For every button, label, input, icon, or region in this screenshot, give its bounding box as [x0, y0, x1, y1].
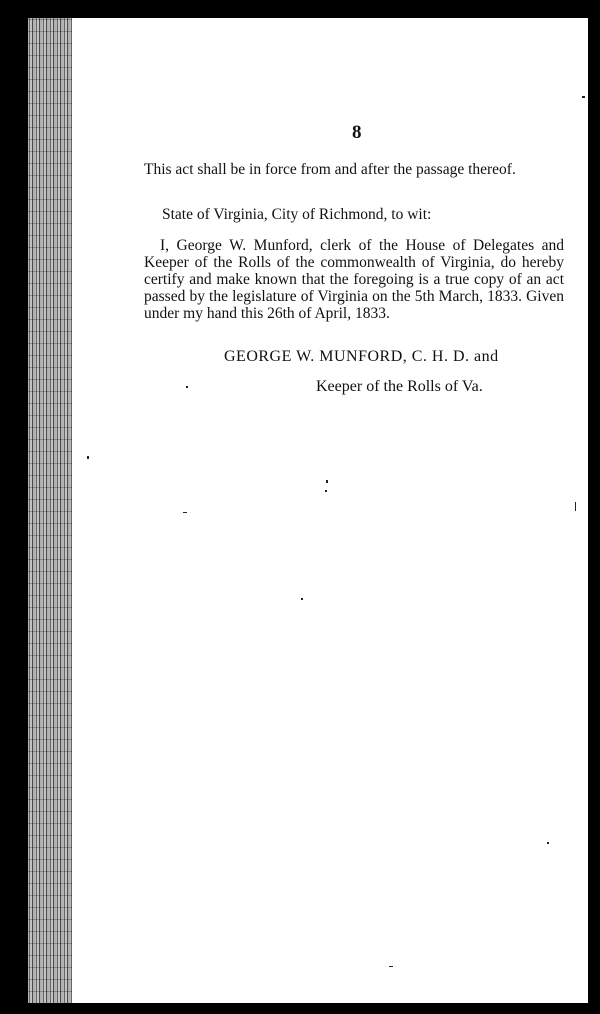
- certification-paragraph: I, George W. Munford, clerk of the House of Delegates and Keeper of the Rolls of the commonwealth of Virginia, do hereby certify and make known that the foregoing is a true copy of an act passed by the legislature of Virginia on the 5th March, 1833. Given under my hand this 26th of April, 1833.: [144, 237, 564, 322]
- print-speck: [183, 512, 187, 513]
- venue-paragraph: State of Virginia, City of Richmond, to wit:: [162, 206, 432, 223]
- signature-title-line: Keeper of the Rolls of Va.: [316, 378, 483, 395]
- signature-name-line: GEORGE W. MUNFORD, C. H. D. and: [224, 348, 499, 365]
- print-speck: [301, 598, 303, 600]
- page-number: 8: [352, 122, 362, 143]
- print-speck: [325, 490, 327, 492]
- print-speck: [547, 842, 549, 844]
- print-speck: [186, 386, 188, 388]
- act-paragraph: This act shall be in force from and after the passage thereof.: [144, 161, 516, 178]
- print-speck: [582, 96, 585, 98]
- print-speck: [87, 456, 89, 459]
- book-binding-edge: [28, 18, 76, 1003]
- print-speck: [575, 502, 576, 511]
- print-speck: [389, 966, 393, 967]
- print-speck: [326, 480, 328, 483]
